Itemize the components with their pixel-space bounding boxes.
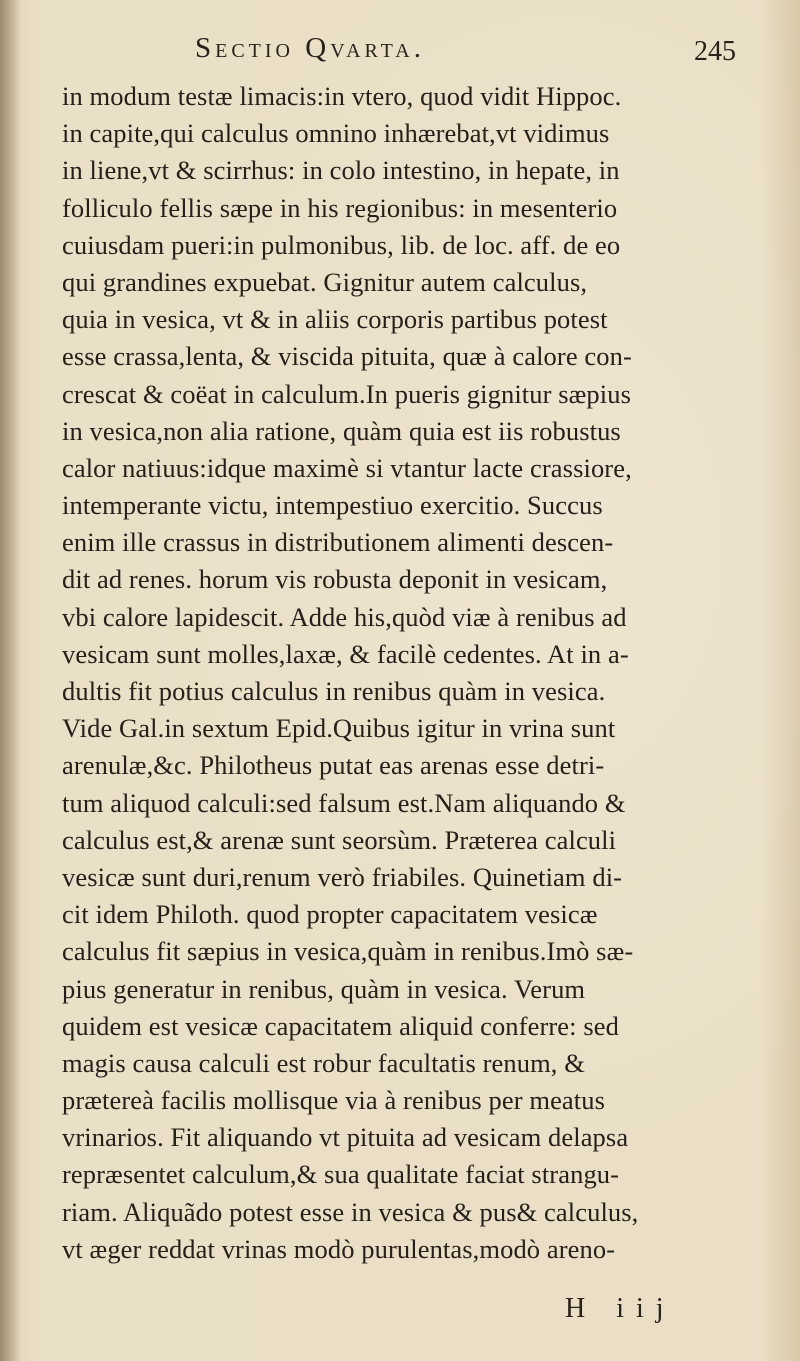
- text-line: vt æger reddat vrinas modò purulentas,modò areno-: [62, 1233, 616, 1264]
- text-line: folliculo fellis sæpe in his regionibus: in mesenterio: [62, 192, 618, 223]
- text-line: repræsentet calculum,& sua qualitate faciat strangu-: [62, 1159, 620, 1190]
- text-line: arenulæ,&c. Philotheus putat eas arenas esse detri-: [62, 750, 605, 781]
- text-line: in capite,qui calculus omnino inhærebat,vt vidimus: [62, 118, 610, 149]
- text-line: enim ille crassus in distributionem alimenti descen-: [62, 527, 614, 558]
- text-line: vrinarios. Fit aliquando vt pituita ad vesicam delapsa: [62, 1122, 629, 1153]
- text-line: vbi calore lapidescit. Adde his,quòd viæ à renibus ad: [62, 601, 627, 632]
- text-line: tum aliquod calculi:sed falsum est.Nam aliquando &: [62, 787, 626, 818]
- text-line: calor natiuus:idque maximè si vtantur lacte crassiore,: [62, 452, 632, 483]
- text-line: vesicæ sunt duri,renum verò friabiles. Quinetiam di-: [62, 861, 623, 892]
- text-line: dit ad renes. horum vis robusta deponit in vesicam,: [62, 564, 608, 595]
- body-text: [62, 78, 774, 1268]
- page-header: [0, 28, 800, 78]
- text-line: riam. Aliquãdo potest esse in vesica & pus& calculus,: [62, 1196, 639, 1227]
- text-line: quia in vesica, vt & in aliis corporis partibus potest: [62, 304, 608, 335]
- text-line: cuiusdam pueri:in pulmonibus, lib. de loc. aff. de eo: [62, 229, 621, 260]
- page-number: 245: [694, 36, 736, 67]
- text-line: qui grandines expuebat. Gignitur autem calculus,: [62, 266, 588, 297]
- text-line: vesicam sunt molles,laxæ, & facilè cedentes. At in a-: [62, 638, 629, 669]
- text-line: magis causa calculi est robur facultatis renum, &: [62, 1047, 585, 1078]
- text-line: cit idem Philoth. quod propter capacitatem vesicæ: [62, 899, 598, 930]
- text-line: calculus fit sæpius in vesica,quàm in renibus.Imò sæ-: [62, 936, 634, 967]
- text-line: calculus est,& arenæ sunt seorsùm. Præterea calculi: [62, 824, 617, 855]
- signature-mark: H iij: [565, 1293, 676, 1324]
- text-line: in vesica,non alia ratione, quàm quia est iis robustus: [62, 415, 621, 446]
- text-line: crescat & coëat in calculum.In pueris gignitur sæpius: [62, 378, 632, 409]
- running-head: Sectio Qvarta.: [195, 32, 425, 64]
- text-line: esse crassa,lenta, & viscida pituita, quæ à calore con-: [62, 341, 632, 372]
- text-line: prætereà facilis mollisque via à renibus per meatus: [62, 1085, 606, 1116]
- text-line: in liene,vt & scirrhus: in colo intestino, in hepate, in: [62, 155, 620, 186]
- text-line: quidem est vesicæ capacitatem aliquid conferre: sed: [62, 1010, 619, 1041]
- text-line: in modum testæ limacis:in vtero, quod vidit Hippoc.: [62, 81, 622, 111]
- text-line: pius generatur in renibus, quàm in vesica. Verum: [62, 973, 586, 1004]
- text-line: intemperante victu, intempestiuo exercitio. Succus: [62, 490, 603, 521]
- text-line: dultis fit potius calculus in renibus quàm in vesica.: [62, 676, 606, 706]
- gutter-shadow: [0, 0, 22, 1361]
- text-line: Vide Gal.in sextum Epid.Quibus igitur in vrina sunt: [62, 713, 616, 744]
